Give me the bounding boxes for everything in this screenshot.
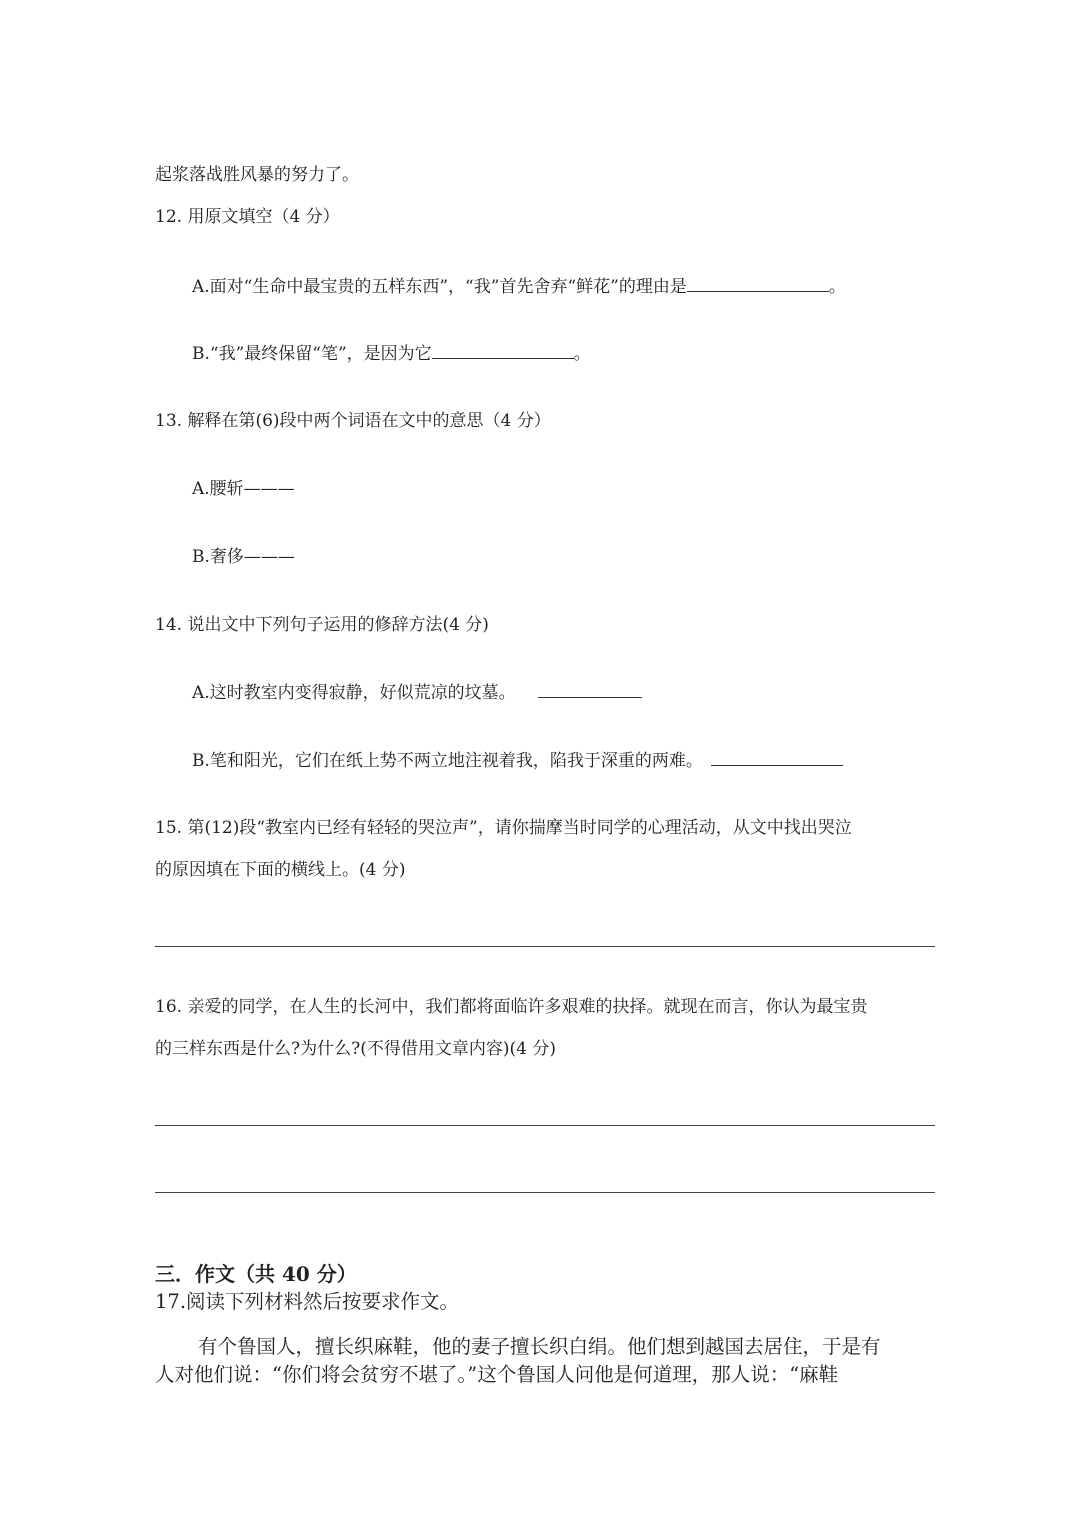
question-14: 14. 说出文中下列句子运用的修辞方法(4 分) (155, 615, 489, 635)
question-12b (192, 342, 591, 365)
answer-blank[interactable] (432, 342, 574, 359)
answer-blank[interactable] (711, 749, 843, 766)
question-13a: A.腰斩——— (192, 479, 295, 499)
question-15-line1: 15. 第(12)段“教室内已经有轻轻的哭泣声”，请你揣摩当时同学的心理活动，从文中找出哭泣 (155, 818, 852, 838)
section-heading: 三．作文（共 40 分） (155, 1262, 357, 1286)
question-12: 12. 用原文填空（4 分） (155, 207, 340, 227)
question-12a (192, 275, 846, 298)
question-14b-text: B.笔和阳光，它们在纸上势不两立地注视着我，陷我于深重的两难。 (192, 751, 703, 771)
question-12a-text: A.面对“生命中最宝贵的五样东西”，“我”首先舍弃“鲜花”的理由是 (192, 277, 687, 297)
period: 。 (573, 344, 591, 364)
question-16-line1: 16. 亲爱的同学，在人生的长河中，我们都将面临许多艰难的抉择。就现在而言，你认为最宝贵 (155, 997, 868, 1017)
answer-line[interactable] (155, 1192, 935, 1193)
answer-line[interactable] (155, 946, 935, 947)
question-12b-text: B.“我”最终保留“笔”，是因为它 (192, 344, 432, 364)
question-13b: B.奢侈——— (192, 547, 295, 567)
answer-blank[interactable] (687, 275, 829, 292)
question-15-line2: 的原因填在下面的横线上。(4 分) (155, 860, 406, 880)
answer-line[interactable] (155, 1125, 935, 1126)
question-17: 17.阅读下列材料然后按要求作文。 (155, 1290, 460, 1313)
material-paragraph-line2: 人对他们说：“你们将会贫穷不堪了。”这个鲁国人问他是何道理，那人说：“麻鞋 (155, 1363, 839, 1386)
material-paragraph-line1: 有个鲁国人，擅长织麻鞋，他的妻子擅长织白绢。他们想到越国去居住，于是有 (198, 1335, 881, 1358)
question-14a-text: A.这时教室内变得寂静，好似荒凉的坟墓。 (192, 683, 516, 703)
carryover-text: 起浆落战胜风暴的努力了。 (155, 165, 359, 185)
question-14b (192, 749, 843, 772)
answer-blank[interactable] (538, 681, 642, 698)
question-14a (192, 681, 642, 704)
question-13: 13. 解释在第(6)段中两个词语在文中的意思（4 分） (155, 411, 551, 431)
question-16-line2: 的三样东西是什么?为什么?(不得借用文章内容)(4 分) (155, 1039, 556, 1059)
period: 。 (828, 277, 846, 297)
